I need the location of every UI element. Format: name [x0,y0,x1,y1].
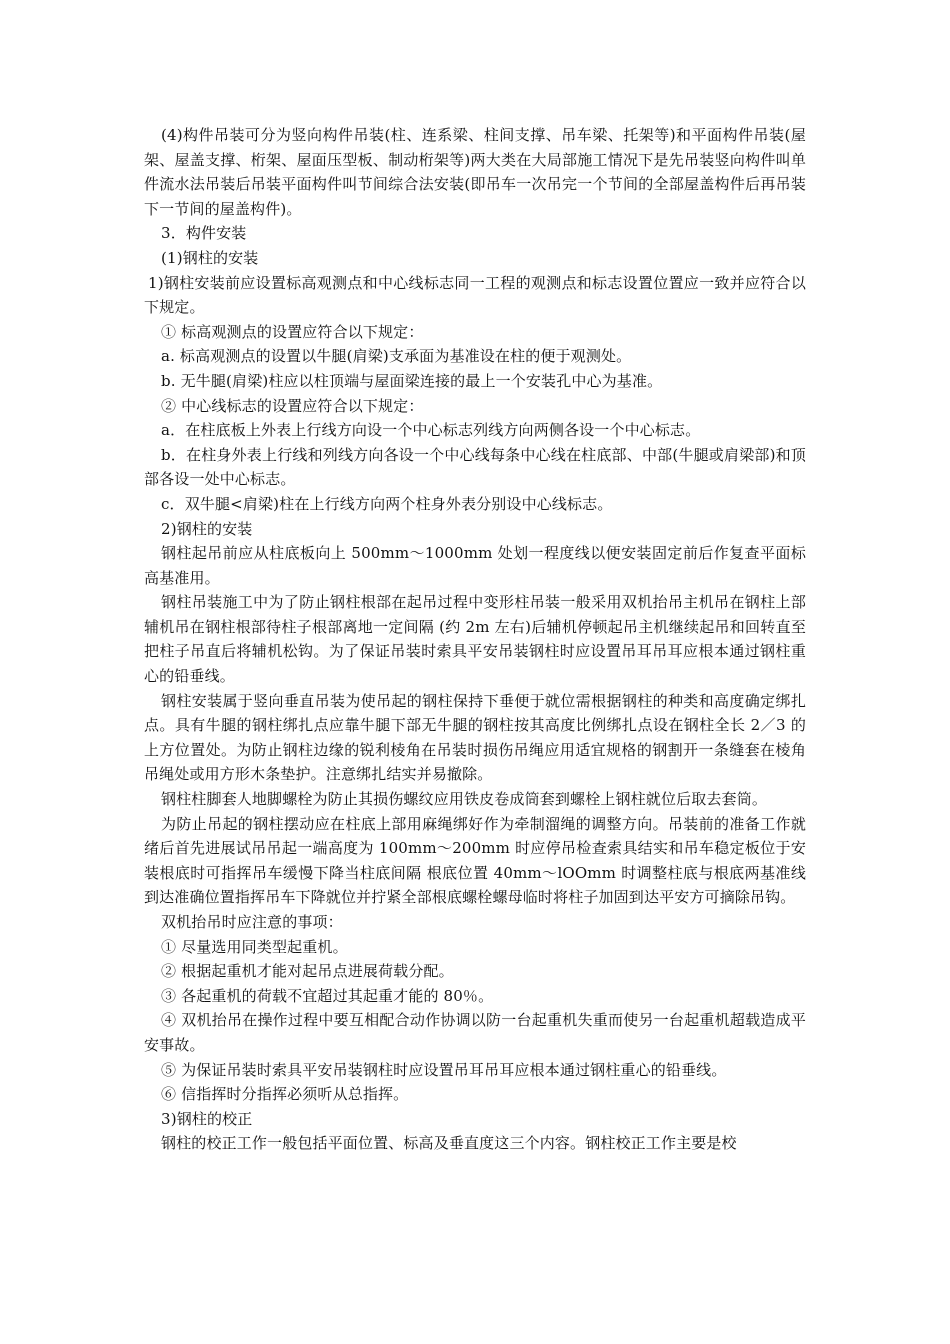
list-item-c-double-bracket: c．双牛腿<肩梁)柱在上行线方向两个柱身外表分别设中心线标志。 [161,494,613,513]
paragraph-dual-crane-lifting: 钢柱吊装施工中为了防止钢柱根部在起吊过程中变形柱吊装一般采用双机抬吊主机吊在钢柱上部辅机吊在钢柱根部待柱子根部离地一定间隔 (约 2m 左右)后辅机停顿起吊主机继续起吊和回转直至把柱子吊直后将辅机松钩。为了保证吊装时索具平安吊装钢柱时应设置吊耳吊耳应根本通过钢柱重心的铅垂线。 [144,593,806,686]
list-item-coordination: ④ 双机抬吊在操作过程中要互相配合动作协调以防一台起重机失重而使另一台起重机超载造成平安事故。 [144,1011,806,1054]
list-item-b-no-bracket: b. 无牛腿(肩梁)柱应以柱顶端与屋面梁连接的最上一个安装孔中心为基准。 [161,371,663,390]
paragraph-dual-lift-notes-heading: 双机抬吊时应注意的事项： [161,913,343,931]
paragraph-4-component-lifting: (4)构件吊装可分为竖向构件吊装(柱、连系梁、柱间支撑、吊车梁、托架等)和平面构件吊装(屋架、屋盖支撑、桁架、屋面压型板、制动桁架等)两大类在大局部施工情况下是先吊装竖向构件叫单件流水法吊装后吊装平面构件叫节间综合法安装(即吊车一次吊完一个节间的全部屋盖构件后再吊装下一节间的屋盖构件)。 [144,126,806,218]
paragraph-anchor-bolts: 钢柱柱脚套人地脚螺栓为防止其损伤螺纹应用铁皮卷成筒套到螺栓上钢柱就位后取去套筒。 [161,790,768,809]
section-heading-component-installation: 3．构件安装 [161,224,247,243]
paragraph-level-line: 钢柱起吊前应从柱底板向上 500mm～1000mm 处划一程度线以便安装固定前后作复查平面标高基准用。 [144,544,806,587]
list-item-a-base-plate: a．在柱底板上外表上行线方向设一个中心标志列线方向两侧各设一个中心标志。 [161,421,701,440]
list-item-load-distribution: ② 根据起重机才能对起吊点进展荷载分配。 [161,962,454,981]
list-item-b-column-body: b．在柱身外表上行线和列线方向各设一个中心线每条中心线在柱底部、中部(牛腿或肩梁部)和顶部各设一处中心标志。 [144,445,806,489]
subsection-heading-column-mounting: 2)钢柱的安装 [161,519,253,538]
list-item-load-limit: ③ 各起重机的荷载不宜超过其起重才能的 80％。 [161,986,494,1005]
paragraph-correction-content: 钢柱的校正工作一般包括平面位置、标高及垂直度这三个内容。钢柱校正工作主要是校 [161,1134,737,1153]
paragraph-trial-lift: 为防止吊起的钢柱摆动应在柱底上部用麻绳绑好作为牵制溜绳的调整方向。吊装前的准备工作就绪后首先进展试吊吊起一端高度为 100mm～200mm 时应停吊检查索具结实和吊车稳定板位于安装根底时可指挥吊车缓慢下降当柱底间隔 根底位置 40mm～lOOmm 时调整柱底与根底两基准线到达准确位置指挥吊车下降就位并拧紧全部根底螺栓螺母临时将柱子加固到达平安方可摘除吊钩。 [144,814,806,907]
list-item-lifting-lugs: ⑤ 为保证吊装时索具平安吊装钢柱时应设置吊耳吊耳应根本通过钢柱重心的铅垂线。 [161,1060,727,1079]
document-body [144,123,806,1156]
list-item-signal-command: ⑥ 信指挥时分指挥必须听从总指挥。 [161,1085,409,1104]
list-item-centerline-marks: ② 中心线标志的设置应符合以下规定： [161,396,424,415]
subsection-heading-column-correction: 3)钢柱的校正 [161,1109,253,1128]
paragraph-observation-points: 1)钢柱安装前应设置标高观测点和中心线标志同一工程的观测点和标志设置位置应一致并应符合以下规定。 [144,273,806,317]
list-item-same-crane-type: ① 尽量选用同类型起重机。 [161,937,348,956]
paragraph-binding-points: 钢柱安装属于竖向垂直吊装为使吊起的钢柱保持下垂便于就位需根据钢柱的种类和高度确定绑扎点。具有牛腿的钢柱绑扎点应靠牛腿下部无牛腿的钢柱按其高度比例绑扎点设在钢柱全长 2／3 的上方位置处。为防止钢柱边缘的锐利棱角在吊装时损伤吊绳应用适宜规格的钢割开一条缝套在棱角吊绳处或用方形木条垫护。注意绑扎结实并易撤除。 [144,691,806,784]
list-item-elevation-points: ① 标高观测点的设置应符合以下规定： [161,322,424,341]
subsection-heading-steel-column-installation: (1)钢柱的安装 [161,248,259,267]
list-item-a-bracket-basis: a. 标高观测点的设置以牛腿(肩梁)支承面为基准设在柱的便于观测处。 [161,347,632,366]
